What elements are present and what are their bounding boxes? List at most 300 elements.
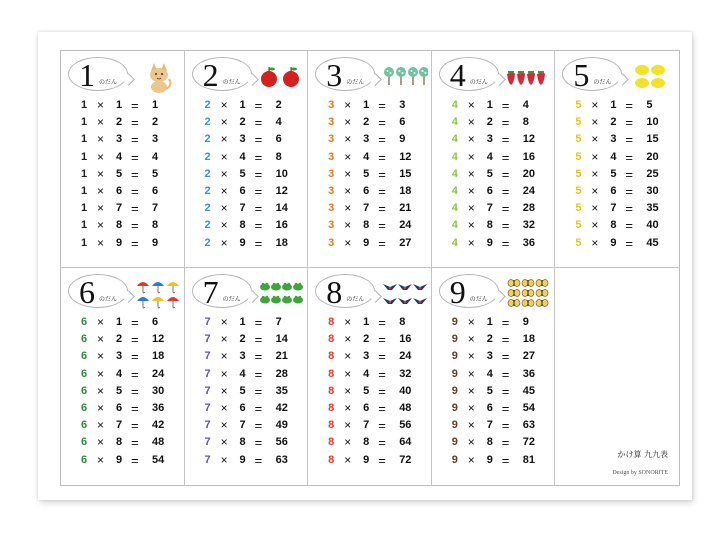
product: 30 [646,184,659,197]
times-table-5 [555,51,679,268]
multiplier: 7 [486,202,493,215]
times-sign: × [591,166,599,181]
equation-row [432,383,555,400]
equation-row [185,452,308,469]
times-sign: × [344,132,352,147]
times-sign: × [467,332,475,347]
times-sign: × [344,201,352,216]
times-sign: × [97,149,105,164]
equation-list [61,97,184,252]
equation-row [61,97,184,114]
dan-label: のだん [346,296,365,303]
times-sign: × [344,98,352,112]
multiplier: 3 [115,133,123,146]
multiplicand: 1 [80,133,88,146]
lemons-picture-icon [629,61,675,93]
speech-bubble [192,274,252,308]
multiplier: 7 [363,202,370,215]
multiplier: 2 [115,116,123,129]
equation-row [432,400,555,417]
equals-sign: = [625,201,633,217]
multiplicand: 2 [204,133,211,146]
product: 24 [399,350,412,363]
multiplicand: 1 [80,236,88,249]
product: 14 [275,202,288,215]
equals-sign: = [501,218,510,234]
product: 16 [522,150,536,163]
multiplier: 8 [610,219,617,232]
equation-row [61,183,184,200]
equals-sign: = [501,332,510,348]
multiplicand: 4 [451,116,458,129]
times-sign: × [344,332,352,347]
product: 4 [152,150,159,163]
times-sign: × [467,115,475,130]
multiplier: 4 [115,367,123,380]
multiplicand: 1 [80,150,88,163]
multiplicand: 9 [451,333,458,346]
times-sign: × [467,418,475,433]
product: 42 [275,401,288,414]
multiplier: 5 [115,167,123,180]
multiplicand: 2 [204,236,211,249]
multiplier: 3 [115,350,123,363]
equation-row [432,217,555,234]
equals-sign: = [501,115,510,131]
butterflies-picture-icon [506,278,552,310]
equals-sign: = [131,418,139,434]
product: 10 [646,116,659,129]
multiplicand: 5 [575,202,582,215]
multiplicand: 9 [451,436,458,449]
equation-row [185,383,308,400]
multiplier: 7 [363,419,370,432]
equation-row [185,434,308,451]
times-sign: × [97,115,105,130]
product: 54 [522,401,536,414]
product: 12 [399,150,412,163]
product: 21 [399,202,412,215]
speech-bubble [439,274,499,308]
product: 8 [522,116,529,129]
product: 27 [399,236,412,249]
product: 6 [275,133,282,146]
multiplier: 4 [486,367,493,380]
multiplier: 8 [363,436,370,449]
multiplier: 6 [115,184,123,197]
equals-sign: = [378,400,386,416]
equation-row [308,200,431,217]
times-sign: × [220,332,228,347]
times-sign: × [220,132,228,147]
equation-list [432,314,555,469]
equation-row [308,217,431,234]
multiplier: 4 [239,150,246,163]
times-sign: × [467,201,475,216]
multiplier: 2 [239,333,246,346]
multiplicand: 6 [80,316,88,328]
equation-row [185,131,308,148]
apples-picture-icon [259,61,305,93]
multiplicand: 5 [575,150,582,163]
equation-list [308,314,431,469]
multiplicand: 1 [80,219,88,232]
equals-sign: = [378,183,386,199]
equals-sign: = [378,98,386,113]
multiplicand: 4 [451,150,458,163]
product: 36 [152,401,165,414]
equation-row [308,314,431,331]
equals-sign: = [254,201,263,217]
product: 15 [646,133,659,146]
equation-row [61,348,184,365]
product: 24 [399,219,412,232]
multiplicand: 7 [204,436,211,449]
product: 4 [522,99,529,111]
multiplier: 6 [363,401,370,414]
equation-row [185,417,308,434]
equals-sign: = [625,115,633,131]
product: 18 [152,350,165,363]
multiplier: 1 [486,99,493,111]
design-credit: Design by SONORITE [612,470,668,476]
equals-sign: = [254,98,263,113]
multiplier: 6 [239,401,246,414]
equation-row [432,452,555,469]
times-sign: × [97,98,105,112]
equals-sign: = [131,98,139,113]
multiplier: 2 [363,333,370,346]
multiplicand: 8 [328,350,335,363]
multiplier: 1 [610,99,617,111]
multiplier: 8 [115,219,123,232]
equals-sign: = [131,132,139,148]
product: 45 [522,384,536,397]
multiplicand: 8 [328,453,335,466]
equation-row [432,149,555,166]
equation-row [432,166,555,183]
multiplier: 5 [486,167,493,180]
product: 28 [522,202,536,215]
equation-row [185,166,308,183]
times-sign: × [467,366,475,381]
equation-row [61,314,184,331]
multiplicand: 9 [451,384,458,397]
times-sign: × [344,115,352,130]
multiplicand: 4 [451,219,458,232]
multiplicand: 8 [328,384,335,397]
multiplier: 4 [610,150,617,163]
equals-sign: = [501,183,510,199]
equation-row [432,348,555,365]
equation-row [61,417,184,434]
multiplicand: 8 [328,401,335,414]
equation-row [185,149,308,166]
multiplicand: 4 [451,202,458,215]
product: 56 [399,419,412,432]
equation-row [308,149,431,166]
multiplicand: 5 [575,99,582,111]
equation-row [432,131,555,148]
multiplier: 6 [115,401,123,414]
equation-row [61,166,184,183]
multiplier: 1 [115,316,123,328]
equals-sign: = [625,149,633,165]
product: 6 [152,316,159,328]
times-sign: × [97,132,105,147]
equals-sign: = [378,366,386,382]
multiplicand: 5 [575,133,582,146]
times-table-7 [185,268,309,485]
multiplier: 9 [363,236,370,249]
multiplier: 9 [486,236,493,249]
equation-row [185,366,308,383]
frogs-picture-icon [259,278,305,310]
times-sign: × [220,98,228,112]
equation-row [185,331,308,348]
equation-row [185,217,308,234]
product: 40 [646,219,659,232]
equation-row [308,366,431,383]
multiplicand: 7 [204,453,211,466]
equation-row [185,114,308,131]
multiplier: 2 [115,333,123,346]
multiplier: 7 [239,419,246,432]
equals-sign: = [131,235,139,251]
multiplicand: 2 [204,99,211,111]
multiplier: 5 [363,384,370,397]
equals-sign: = [131,218,139,234]
multiplier: 8 [486,436,493,449]
equation-list [61,314,184,469]
equals-sign: = [501,98,510,113]
times-sign: × [220,201,228,216]
times-sign: × [591,235,599,250]
equation-row [308,348,431,365]
multiplicand: 4 [451,133,458,146]
multiplier: 7 [115,202,123,215]
multiplicand: 3 [328,116,335,129]
multiplicand: 3 [328,150,335,163]
equals-sign: = [501,166,510,182]
product: 8 [399,316,406,328]
product: 16 [399,333,412,346]
equation-row [432,97,555,114]
product: 72 [399,453,412,466]
equation-row [555,200,679,217]
times-sign: × [97,166,105,181]
equals-sign: = [131,201,139,217]
product: 12 [152,333,165,346]
multiplicand: 2 [204,167,211,180]
multiplicand: 6 [80,350,88,363]
multiplicand: 9 [451,367,458,380]
times-sign: × [220,435,228,450]
equals-sign: = [625,218,633,234]
equation-row [185,183,308,200]
equals-sign: = [254,235,263,251]
times-sign: × [97,452,105,467]
speech-bubble [68,274,128,308]
equals-sign: = [254,418,263,434]
multiplier: 7 [239,202,246,215]
multiplier: 8 [239,219,246,232]
multiplier: 8 [115,436,123,449]
multiplicand: 6 [80,436,88,449]
equals-sign: = [378,332,386,348]
multiplicand: 9 [451,401,458,414]
equation-row [432,183,555,200]
multiplier: 3 [239,350,246,363]
product: 30 [152,384,165,397]
multiplicand: 8 [328,436,335,449]
multiplier: 8 [239,436,246,449]
times-sign: × [220,235,228,250]
product: 48 [399,401,412,414]
equation-row [61,331,184,348]
equals-sign: = [378,418,386,434]
multiplier: 9 [486,453,493,466]
dan-label: のだん [469,296,488,303]
product: 27 [522,350,536,363]
times-sign: × [591,218,599,233]
multiplicand: 5 [575,236,582,249]
equation-row [308,114,431,131]
equals-sign: = [625,166,633,182]
equation-row [61,235,184,252]
multiplier: 3 [486,133,493,146]
multiplicand: 6 [80,333,88,346]
times-sign: × [220,452,228,467]
multiplier: 6 [610,184,617,197]
equals-sign: = [378,149,386,165]
multiplicand: 7 [204,350,211,363]
equals-sign: = [254,400,263,416]
equation-row [185,235,308,252]
multiplier: 2 [486,333,493,346]
multiplier: 3 [239,133,246,146]
product: 15 [399,167,412,180]
equals-sign: = [254,315,263,330]
equals-sign: = [131,166,139,182]
equation-row [432,417,555,434]
product: 7 [152,202,159,215]
equation-row [308,97,431,114]
times-sign: × [344,366,352,381]
times-sign: × [97,315,105,329]
multiplicand: 4 [451,236,458,249]
equation-row [308,235,431,252]
product: 32 [399,367,412,380]
times-sign: × [467,149,475,164]
multiplier: 1 [115,99,123,111]
equation-row [61,200,184,217]
multiplicand: 6 [80,453,88,466]
equation-row [432,434,555,451]
multiplier: 3 [610,133,617,146]
equals-sign: = [131,383,139,399]
product: 18 [522,333,536,346]
product: 2 [275,99,282,111]
times-sign: × [467,98,475,112]
times-sign: × [467,218,475,233]
multiplicand: 7 [204,316,211,328]
multiplicand: 1 [80,202,88,215]
product: 25 [646,167,659,180]
product: 32 [522,219,536,232]
product: 14 [275,333,288,346]
product: 81 [522,453,536,466]
speech-bubble [192,57,252,91]
dan-label: のだん [222,296,241,303]
equals-sign: = [501,435,510,451]
multiplier: 1 [239,99,246,111]
times-sign: × [467,315,475,329]
equals-sign: = [378,452,386,468]
umbrellas-picture-icon [135,278,181,310]
multiplicand: 5 [575,219,582,232]
equation-list [185,97,308,252]
times-sign: × [344,218,352,233]
times-sign: × [220,315,228,329]
equals-sign: = [378,218,386,234]
product: 72 [522,436,536,449]
multiplicand: 1 [80,99,88,111]
multiplier: 5 [239,384,246,397]
multiplicand: 9 [451,453,458,466]
product: 12 [522,133,536,146]
equation-row [308,131,431,148]
multiplier: 4 [239,367,246,380]
speech-bubble [439,57,499,91]
equation-row [432,331,555,348]
equation-row [61,383,184,400]
times-sign: × [97,418,105,433]
equation-row [308,166,431,183]
equals-sign: = [131,149,139,165]
product: 10 [275,167,288,180]
multiplicand: 3 [328,133,335,146]
equals-sign: = [131,332,139,348]
multiplication-sheet [38,32,692,500]
multiplier: 5 [610,167,617,180]
times-sign: × [467,235,475,250]
multiplier: 9 [239,453,246,466]
equals-sign: = [501,235,510,251]
multiplier: 3 [363,350,370,363]
equation-row [185,97,308,114]
multiplicand: 7 [204,333,211,346]
multiplier: 6 [239,184,246,197]
times-sign: × [467,166,475,181]
times-table-9 [432,268,556,485]
times-sign: × [220,400,228,415]
multiplicand: 6 [80,401,88,414]
equals-sign: = [501,418,510,434]
equation-list [185,314,308,469]
multiplicand: 2 [204,116,211,129]
multiplier: 3 [363,133,370,146]
times-sign: × [467,400,475,415]
equals-sign: = [254,115,263,131]
times-sign: × [97,218,105,233]
equation-row [61,434,184,451]
product: 35 [275,384,288,397]
times-sign: × [467,435,475,450]
multiplicand: 7 [204,401,211,414]
product: 7 [275,316,282,328]
speech-bubble [68,57,128,91]
